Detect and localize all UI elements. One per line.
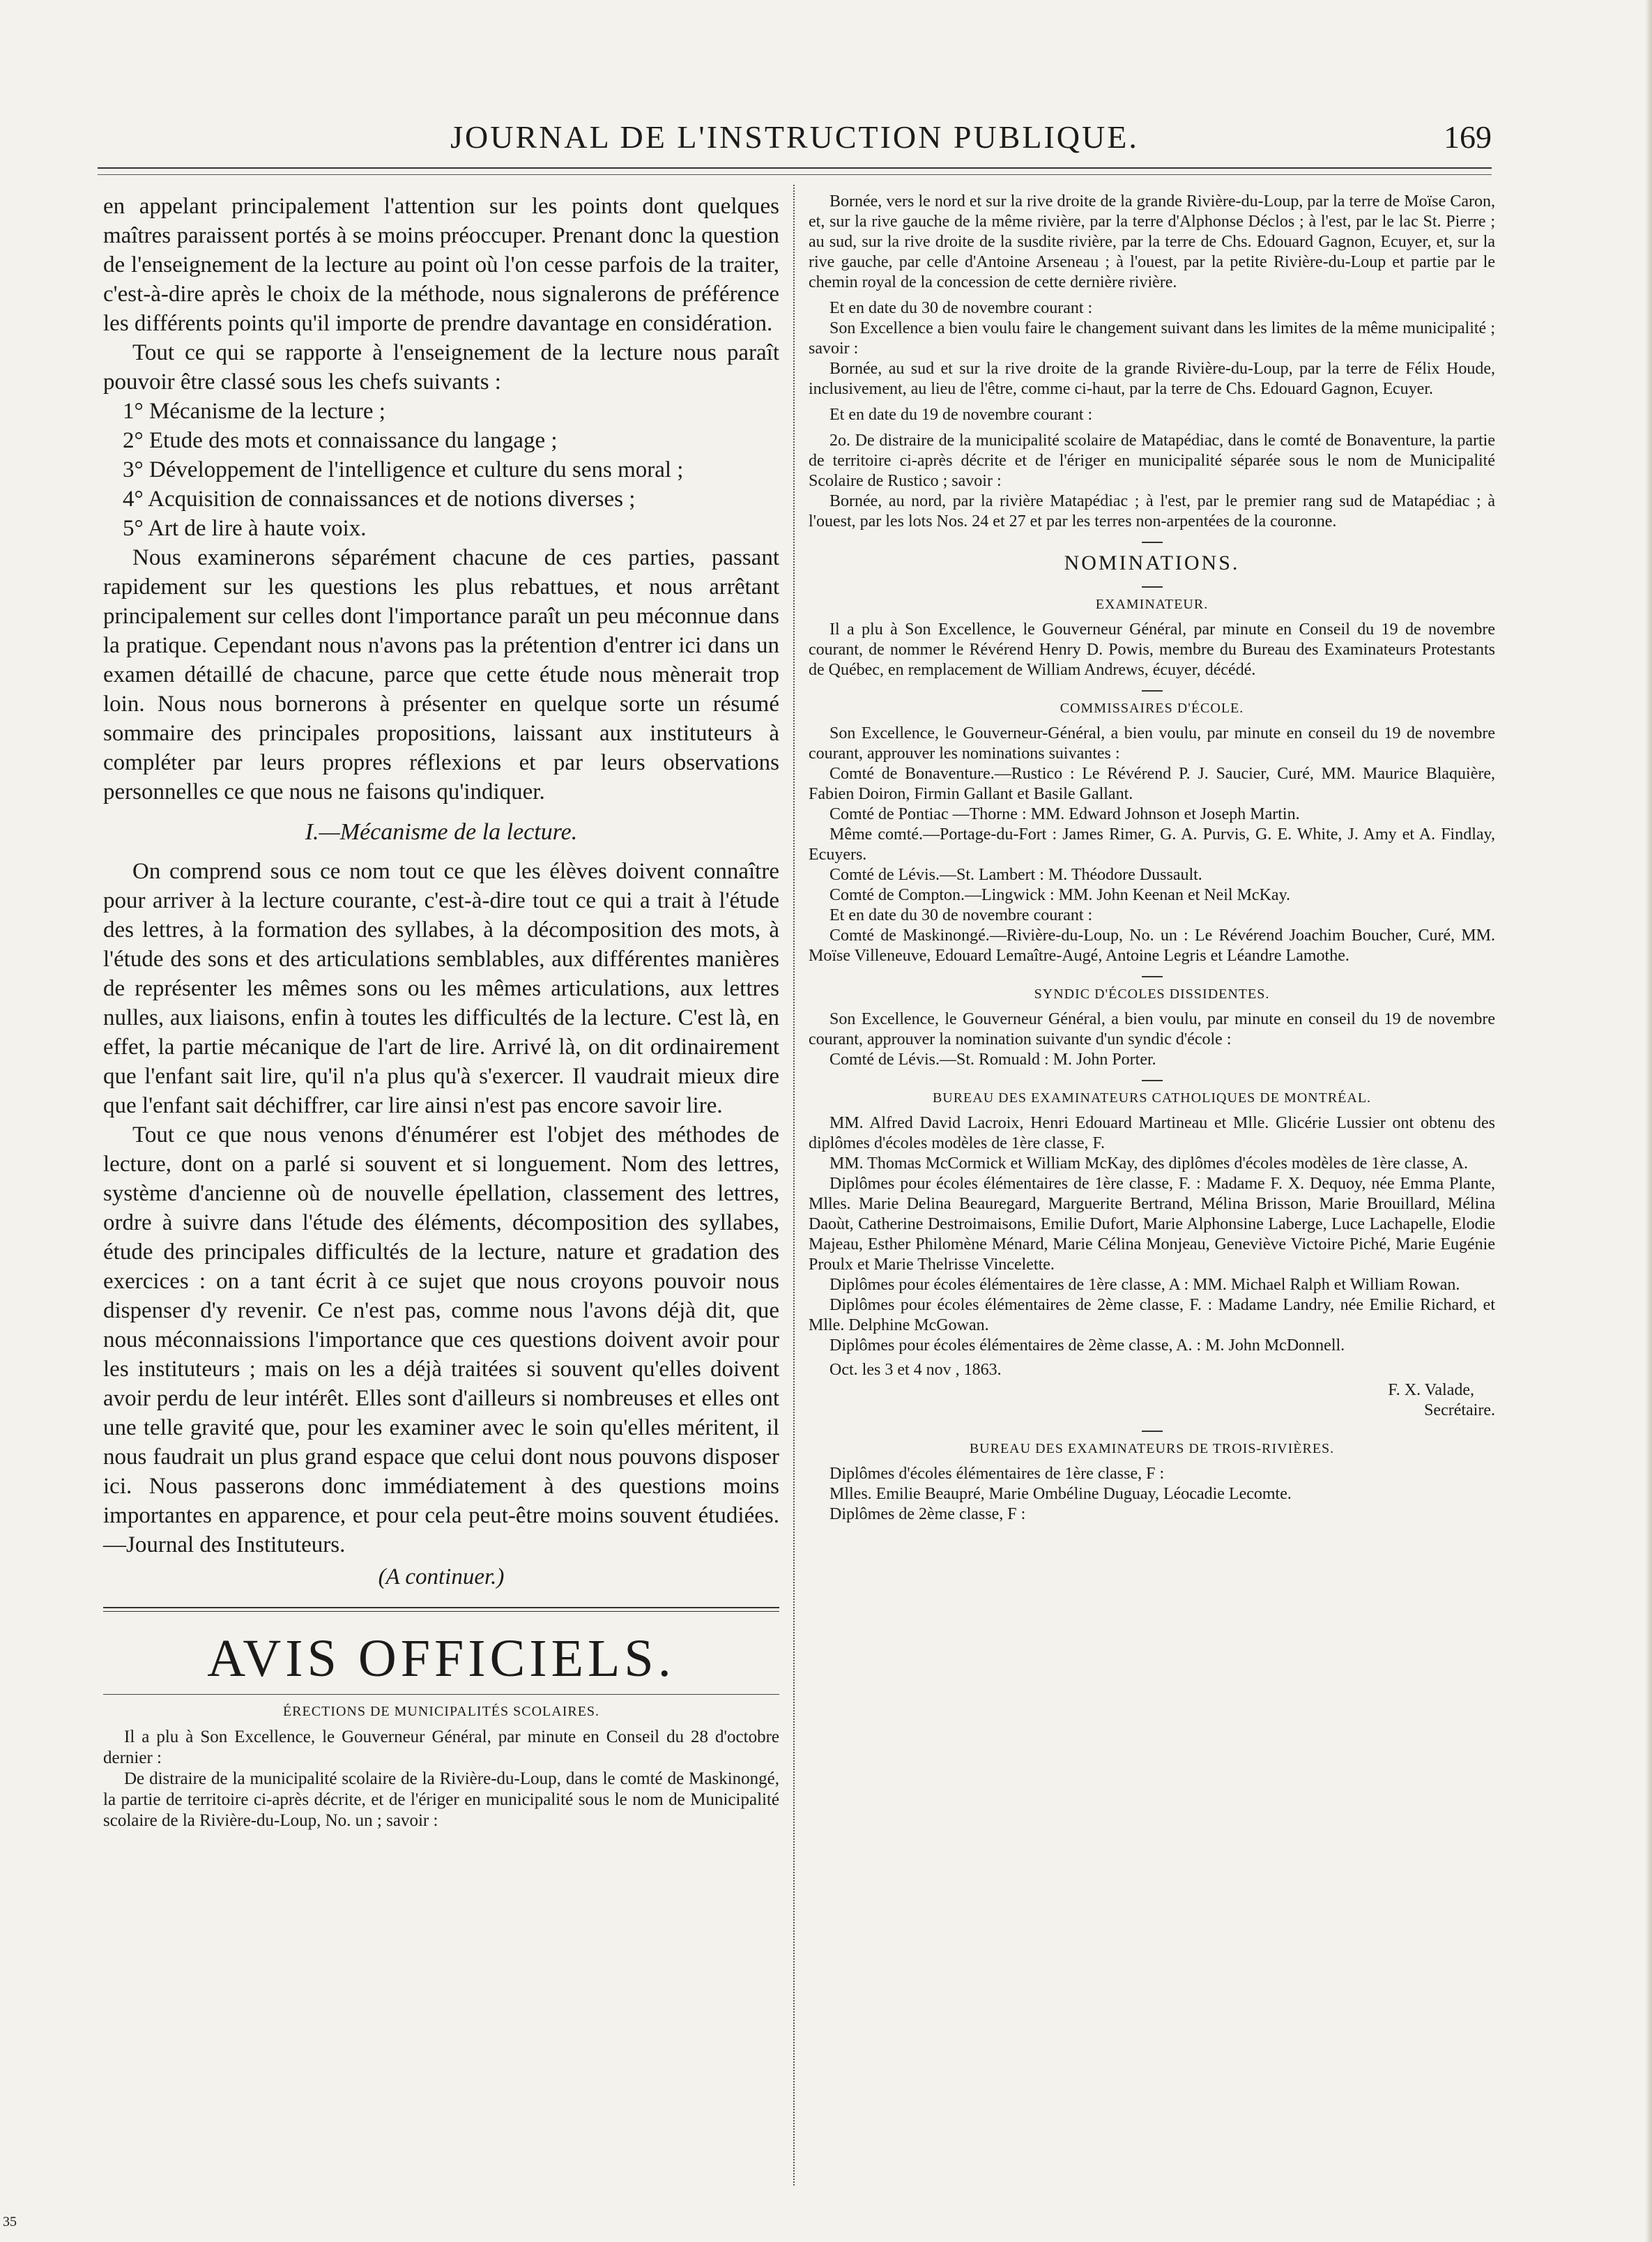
syndic-heading: SYNDIC D'ÉCOLES DISSIDENTES. [1034,986,1270,1002]
montreal-paragraph-3: Diplômes pour écoles élémentaires de 1ère classe, F. : Madame F. X. Dequoy, née Emma Plante, Mlles. Marie Delina Beauregard, Marguerite Bertrand, Mélina Brisson, Marie Brouillard, Mélina Daoùt, Catherine Destroimaisons, Emilie Dufort, Marie Alphonsine Laberge, Luce Lachapelle, Elodie Majeau, Esther Philomène Ménard, Marie Célina Monjeau, Geneviève Victoire Piché, Marie Eugénie Proulx et Marie Thelrisse Vincelette. [809,1175,1495,1274]
trois-rivieres-paragraph-1: Diplômes d'écoles élémentaires de 1ère classe, F : [829,1465,1165,1483]
section-dash [1142,586,1163,588]
trois-rivieres-paragraph-2: Mlles. Emilie Beaupré, Marie Ombéline Duguay, Léocadie Lecomte. [829,1485,1292,1503]
column-divider [793,185,795,2186]
boundary-paragraph-2: Bornée, au sud et sur la rive droite de la grande Rivière-du-Loup, par la terre de Félix Houde, inclusivement, au lieu de l'être, comme ci-haut, par la terre de Chs. Edouard Gagnon, Ecuyer. [809,360,1495,398]
commissaires-paragraph-8: Comté de Maskinongé.—Rivière-du-Loup, No. un : Le Révérend Joachim Boucher, Curé, MM. Moïse Villeneuve, Edouard Lemaître-Augé, Antoine Legris et Léandre Lamothe. [809,926,1495,965]
commissaires-paragraph-5: Comté de Lévis.—St. Lambert : M. Théodore Dussault. [829,866,1202,884]
overview-paragraph: Nous examinerons séparément chacune de ces parties, passant rapidement sur les questions les plus rebattues, et nous arrêtant principalement sur celles dont l'importance paraît un peu méconnue dans la pratique. Cependant nous n'avons pas la prétention d'entrer ici dans un examen détaillé de chacune, parce que cette étude nous mènerait trop loin. Nous nous bornerons à présenter en quelque sorte un résumé sommaire des principales propositions, laissant aux instituteurs à compléter par leurs propres réflexions et par leurs observations personnelles ce que nous ne faisons qu'indiquer. [103,545,779,804]
montreal-paragraph-5: Diplômes pour écoles élémentaires de 2ème classe, F. : Madame Landry, née Emilie Richard, et Mlle. Delphine McGowan. [809,1296,1495,1334]
section-dash [1142,542,1163,543]
erections-paragraph-2: De distraire de la municipalité scolaire de la Rivière-du-Loup, dans le comté de Maskinongé, la partie de territoire ci-après décrite, et de l'ériger en municipalité sous le nom de Municipalité scolaire de la Rivière-du-Loup, No. un ; savoir : [103,1769,779,1830]
trois-rivieres-paragraph-3: Diplômes de 2ème classe, F : [829,1505,1026,1523]
running-title: JOURNAL DE L'INSTRUCTION PUBLIQUE. [450,119,1139,155]
trois-rivieres-heading: BUREAU DES EXAMINATEURS DE TROIS-RIVIÈRES. [969,1441,1335,1456]
montreal-paragraph-4: Diplômes pour écoles élémentaires de 1ère classe, A : MM. Michael Ralph et William Rowan. [829,1276,1460,1294]
montreal-heading: BUREAU DES EXAMINATEURS CATHOLIQUES DE MONTRÉAL. [932,1090,1372,1106]
section-dash [1142,1431,1163,1432]
commissaires-heading: COMMISSAIRES D'ÉCOLE. [1060,701,1244,716]
double-rule [103,1607,779,1612]
footer-mark: 35 [3,2214,17,2229]
montreal-date: Oct. les 3 et 4 nov , 1863. [829,1361,1002,1379]
date-line-2: Et en date du 19 de novembre courant : [829,406,1093,424]
continuation-note: (A continuer.) [378,1564,505,1589]
montreal-paragraph-2: MM. Thomas McCormick et William McKay, des diplômes d'écoles modèles de 1ère classe, A. [829,1154,1469,1173]
signature-title: Secrétaire. [1424,1401,1495,1419]
list-item-2: 2° Etude des mots et connaissance du langage ; [123,428,558,453]
list-item-1: 1° Mécanisme de la lecture ; [123,399,385,424]
intro-paragraph-2: Tout ce qui se rapporte à l'enseignement de la lecture nous paraît pouvoir être classé sous les chefs suivants : [103,340,779,395]
header-rule-thin [98,174,1492,175]
nominations-heading: NOMINATIONS. [1064,551,1240,574]
commissaires-paragraph-1: Son Excellence, le Gouverneur-Général, a bien voulu, par minute en conseil du 19 de novembre courant, approuver les nominations suivantes : [809,724,1495,763]
section-subheading: I.—Mécanisme de la lecture. [305,819,578,845]
syndic-paragraph-2: Comté de Lévis.—St. Romuald : M. John Porter. [829,1051,1156,1069]
date-line-1: Et en date du 30 de novembre courant : [829,299,1093,317]
intro-paragraph-1: en appelant principalement l'attention sur les points dont quelques maîtres paraissent portés à se moins préoccuper. Prenant donc la question de l'enseignement de la lecture au point où l'on cesse parfois de la traiter, c'est-à-dire après le choix de la méthode, nous signalerons de préférence les différents points qu'il importe de prendre davantage en considération. [103,194,779,336]
right-column [809,192,1495,1525]
section-paragraph-1: On comprend sous ce nom tout ce que les élèves doivent connaître pour arriver à la lecture courante, c'est-à-dire tout ce qui a trait à l'étude des lettres, à la formation des syllabes, à la décomposition des mots, à l'étude des sons et des articulations semblables, aux différentes manières de représenter les mêmes sons ou les mêmes articulations, aux lettres nulles, aux liaisons, enfin à toutes les difficultés de la lecture. C'est là, en effet, la partie mécanique de l'art de lire. Arrivé là, on dit ordinairement que l'enfant sait lire, qu'il n'a plus qu'à s'exercer. Il vaudrait mieux dire que l'enfant sait déchiffrer, car lire ainsi n'est pas encore savoir lire. [103,859,779,1118]
page-number: 169 [1444,119,1492,155]
page-header [98,119,1492,160]
commissaires-paragraph-7: Et en date du 30 de novembre courant : [829,906,1093,924]
avis-rule [103,1694,779,1695]
section-dash [1142,1080,1163,1081]
montreal-paragraph-1: MM. Alfred David Lacroix, Henri Edouard Martineau et Mlle. Glicérie Lussier ont obtenu des diplômes d'écoles modèles de 1ère classe, F. [809,1114,1495,1152]
header-rule [98,167,1492,169]
list-item-5: 5° Art de lire à haute voix. [123,516,367,541]
avis-officiels-title: AVIS OFFICIELS. [207,1629,675,1688]
commissaires-paragraph-6: Comté de Compton.—Lingwick : MM. John Keenan et Neil McKay. [829,886,1291,904]
examinateur-paragraph: Il a plu à Son Excellence, le Gouverneur Général, par minute en Conseil du 19 de novembre courant, de nommer le Révérend Henry D. Powis, membre du Bureau des Examinateurs Protestants de Québec, en remplacement de William Andrews, écuyer, décédé. [809,620,1495,679]
commissaires-paragraph-3: Comté de Pontiac —Thorne : MM. Edward Johnson et Joseph Martin. [829,805,1300,823]
section-dash [1142,976,1163,977]
montreal-paragraph-6: Diplômes pour écoles élémentaires de 2ème classe, A. : M. John McDonnell. [829,1336,1345,1355]
section-dash [1142,690,1163,692]
commissaires-paragraph-4: Même comté.—Portage-du-Fort : James Rimer, G. A. Purvis, G. E. White, J. Amy et A. Findlay, Ecuyers. [809,825,1495,864]
examinateur-heading: EXAMINATEUR. [1095,597,1209,612]
list-item-3: 3° Développement de l'intelligence et culture du sens moral ; [123,457,684,482]
erections-paragraph-1: Il a plu à Son Excellence, le Gouverneur Général, par minute en Conseil du 28 d'octobre dernier : [103,1728,779,1767]
syndic-paragraph-1: Son Excellence, le Gouverneur Général, a bien voulu, par minute en conseil du 19 de novembre courant, approuver la nomination suivante d'un syndic d'école : [809,1010,1495,1048]
page-edge [1645,0,1652,2242]
left-column [103,192,779,1831]
signature-name: F. X. Valade, [1388,1381,1474,1399]
matapediac-paragraph: 2o. De distraire de la municipalité scolaire de Matapédiac, dans le comté de Bonaventure, la partie de territoire ci-après décrite et de l'ériger en municipalité séparée sous le nom de Municipalité Scolaire de Rustico ; savoir : [809,432,1495,490]
section-paragraph-2: Tout ce que nous venons d'énumérer est l'objet des méthodes de lecture, dont on a parlé si souvent et si longuement. Nom des lettres, système d'ancienne où de nouvelle épellation, classement des lettres, ordre à suivre dans l'étude des éléments, décomposition des syllabes, étude des principales difficultés de la lecture, nature et gradation des exercices : on a tant écrit à ce sujet que nous croyons pouvoir nous dispenser d'y revenir. Ce n'est pas, comme nous l'avons déjà dit, que nous méconnaissions l'importance que ces questions doivent avoir pour les instituteurs ; mais on les a déjà traitées si souvent qu'elles doivent avoir perdu de leur intérêt. Elles sont d'ailleurs si nombreuses et elles ont une telle gravité que, pour les examiner avec le soin qu'elles méritent, il nous faudrait un plus grand espace que celui dont nous pouvons disposer ici. Nous passerons donc immédiatement à des questions moins importantes en apparence, et pour cela peut-être moins souvent étudiées.—Journal des Instituteurs. [103,1122,779,1557]
boundary-paragraph: Bornée, vers le nord et sur la rive droite de la grande Rivière-du-Loup, par la terre de Moïse Caron, et, sur la rive gauche de la même rivière, par la terre d'Alphonse Déclos ; à l'est, par le lac St. Pierre ; au sud, sur la rive droite de la susdite rivière, par la terre de Chs. Edouard Gagnon, Ecuyer, et, sur la rive gauche, par celle d'Antoine Arseneau ; à l'ouest, par la petite Rivière-du-Loup et partie par le chemin royal de la concession de cette dernière rivière. [809,192,1495,291]
commissaires-paragraph-2: Comté de Bonaventure.—Rustico : Le Révérend P. J. Saucier, Curé, MM. Maurice Blaquière, Fabien Doiron, Firmin Gallant et Basile Gallant. [809,765,1495,803]
rustico-boundary-paragraph: Bornée, au nord, par la rivière Matapédiac ; à l'est, par le premier rang sud de Matapédiac ; à l'ouest, par les lots Nos. 24 et 27 et par les terres non-arpentées de la couronne. [809,492,1495,531]
erections-heading: ÉRECTIONS DE MUNICIPALITÉS SCOLAIRES. [282,1704,600,1719]
change-paragraph: Son Excellence a bien voulu faire le changement suivant dans les limites de la même municipalité ; savoir : [809,319,1495,358]
list-item-4: 4° Acquisition de connaissances et de notions diverses ; [123,487,636,512]
